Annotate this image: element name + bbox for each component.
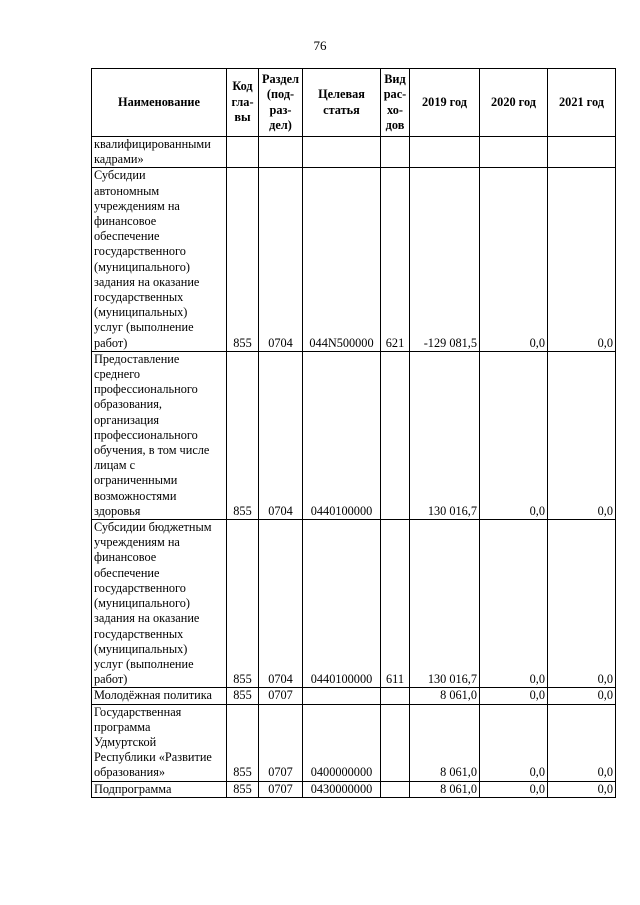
row-name-line: образования»: [94, 765, 166, 780]
row-code: 855: [227, 704, 259, 781]
row-name-line: Государственная: [94, 704, 182, 719]
row-name-line: услуг (выполнение: [94, 320, 194, 335]
row-name-line: Молодёжная политика: [94, 688, 213, 703]
row-name: [92, 168, 227, 351]
header-code-line: гла-: [231, 94, 254, 109]
header-expense-line: хо-: [387, 102, 403, 117]
row-2019: 130 016,7: [410, 520, 480, 688]
row-name-line: обучения, в том числе: [94, 443, 210, 458]
row-name-line: (муниципального): [94, 596, 190, 611]
row-name-line: Предоставление: [94, 351, 180, 366]
row-2020: 0,0: [480, 168, 548, 351]
row-name: [92, 781, 227, 797]
row-name-line: обеспечение: [94, 565, 160, 580]
header-code-line: Код: [232, 79, 253, 94]
row-2021: 0,0: [548, 781, 616, 797]
row-name-line: программа: [94, 719, 151, 734]
header-expense-line: дов: [385, 118, 405, 132]
row-name-line: (муниципальных): [94, 305, 188, 320]
header-2021: 2021 год: [548, 69, 616, 137]
row-code: [227, 137, 259, 168]
header-section: [259, 69, 303, 137]
row-name: [92, 704, 227, 781]
header-target: [303, 69, 381, 137]
row-2020: 0,0: [480, 704, 548, 781]
row-name-line: среднего: [94, 367, 141, 382]
page-number: 76: [313, 38, 327, 53]
row-2020: 0,0: [480, 781, 548, 797]
header-expense: [381, 69, 410, 137]
row-name-line: возможностями: [94, 488, 177, 503]
row-section: 0707: [259, 688, 303, 704]
table-row: [92, 351, 616, 519]
row-target: [303, 137, 381, 168]
row-name: [92, 351, 227, 519]
row-expense: 611: [381, 520, 410, 688]
row-2021: 0,0: [548, 168, 616, 351]
row-2021: 0,0: [548, 351, 616, 519]
row-expense: [381, 688, 410, 704]
row-name-line: государственного: [94, 244, 186, 259]
row-name-line: учреждениям на: [94, 535, 180, 550]
table-row: [92, 704, 616, 781]
row-name: [92, 137, 227, 168]
row-target: 0400000000: [303, 704, 381, 781]
header-section-line: дел): [269, 118, 292, 132]
row-name-line: задания на оказание: [94, 274, 200, 289]
header-section-line: Раздел: [262, 71, 299, 86]
row-name-line: образования,: [94, 397, 162, 412]
header-section-line: (под-: [266, 87, 295, 101]
row-expense: [381, 351, 410, 519]
row-2020: 0,0: [480, 520, 548, 688]
row-name-line: государственных: [94, 626, 184, 641]
row-name-line: здоровья: [94, 503, 141, 518]
row-section: 0707: [259, 781, 303, 797]
row-name-line: профессионального: [94, 427, 198, 442]
header-target-line: Целевая: [318, 87, 365, 101]
row-name-line: Удмуртской: [94, 734, 157, 749]
row-2019: 8 061,0: [410, 688, 480, 704]
header-2019: 2019 год: [410, 69, 480, 137]
header-code: [227, 69, 259, 137]
row-name-line: учреждениям на: [94, 198, 180, 213]
row-name-line: лицам с: [94, 458, 136, 473]
row-name-line: ограниченными: [94, 473, 178, 488]
row-name-line: работ): [94, 672, 128, 687]
row-code: 855: [227, 168, 259, 351]
row-name-line: Субсидии: [94, 168, 146, 183]
row-name-line: задания на оказание: [94, 611, 200, 626]
row-name: [92, 520, 227, 688]
row-name-line: автономным: [94, 183, 160, 198]
row-name-line: услуг (выполнение: [94, 656, 194, 671]
header-code-line: вы: [234, 110, 251, 125]
table-row: [92, 168, 616, 351]
table-header-row: [92, 69, 616, 137]
row-2021: 0,0: [548, 520, 616, 688]
row-2020: [480, 137, 548, 168]
row-2019: -129 081,5: [410, 168, 480, 351]
row-section: 0704: [259, 168, 303, 351]
header-expense-line: рас-: [383, 87, 407, 101]
row-2021: 0,0: [548, 704, 616, 781]
row-section: 0704: [259, 351, 303, 519]
budget-table: [91, 68, 616, 798]
row-expense: [381, 137, 410, 168]
row-name-line: Республики «Развитие: [94, 750, 212, 765]
header-section-line: раз-: [269, 102, 292, 117]
table-row: [92, 520, 616, 688]
row-2019: 130 016,7: [410, 351, 480, 519]
row-name: [92, 688, 227, 704]
table-row: [92, 781, 616, 797]
row-name-line: (муниципального): [94, 259, 190, 274]
row-name-line: организация: [94, 412, 160, 427]
header-target-line: статья: [323, 102, 360, 117]
row-expense: 621: [381, 168, 410, 351]
row-name-line: обеспечение: [94, 229, 160, 244]
row-2021: [548, 137, 616, 168]
row-name-line: государственного: [94, 580, 186, 595]
row-name-line: работ): [94, 335, 128, 350]
row-name-line: Субсидии бюджетным: [94, 520, 212, 535]
row-target: 0440100000: [303, 351, 381, 519]
row-section: [259, 137, 303, 168]
header-expense-line: Вид: [384, 71, 406, 86]
table-row: [92, 137, 616, 168]
row-2020: 0,0: [480, 351, 548, 519]
row-name-line: (муниципальных): [94, 641, 188, 656]
row-name-line: Подпрограмма: [94, 781, 172, 796]
header-2020: 2020 год: [480, 69, 548, 137]
row-target: 0440100000: [303, 520, 381, 688]
row-code: 855: [227, 781, 259, 797]
row-expense: [381, 781, 410, 797]
row-name-line: государственных: [94, 290, 184, 305]
row-target: 0430000000: [303, 781, 381, 797]
row-2019: [410, 137, 480, 168]
row-2021: 0,0: [548, 688, 616, 704]
row-2019: 8 061,0: [410, 704, 480, 781]
row-section: 0704: [259, 520, 303, 688]
row-name-line: профессионального: [94, 382, 198, 397]
row-name-line: финансовое: [94, 550, 157, 565]
row-code: 855: [227, 351, 259, 519]
row-target: 044N500000: [303, 168, 381, 351]
row-2019: 8 061,0: [410, 781, 480, 797]
table-row: [92, 688, 616, 704]
row-target: [303, 688, 381, 704]
row-name-line: квалифицированными: [94, 137, 211, 151]
row-code: 855: [227, 520, 259, 688]
row-2020: 0,0: [480, 688, 548, 704]
row-expense: [381, 704, 410, 781]
row-name-line: кадрами»: [94, 152, 144, 167]
row-name-line: финансовое: [94, 214, 157, 229]
row-code: 855: [227, 688, 259, 704]
row-section: 0707: [259, 704, 303, 781]
header-name: Наименование: [92, 69, 227, 137]
